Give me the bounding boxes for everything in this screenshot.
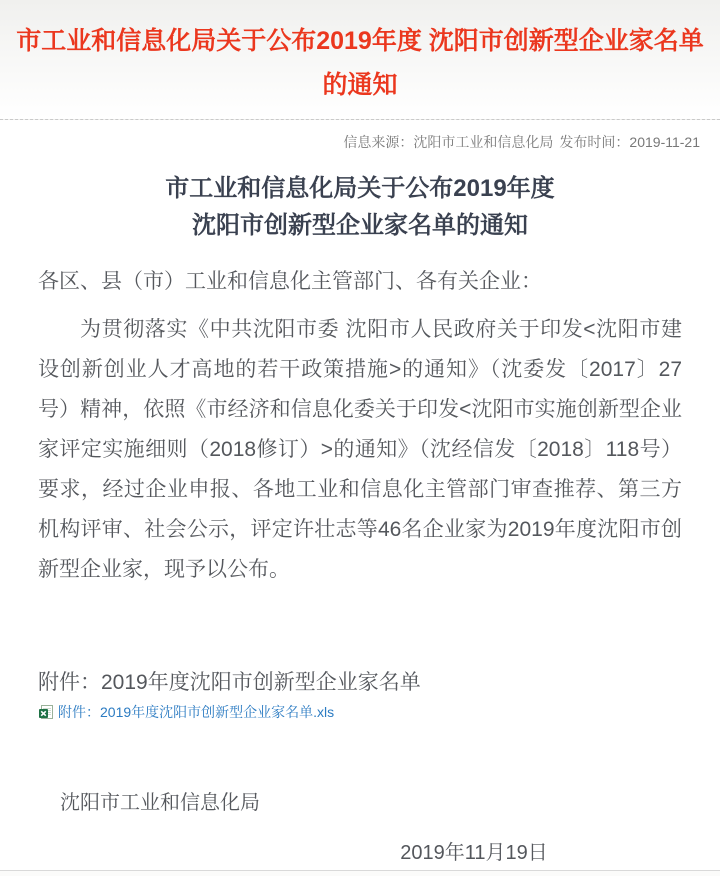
issuing-agency: 沈阳市工业和信息化局 [60,792,260,814]
document-title-line1: 市工业和信息化局关于公布2019年度 [165,175,555,202]
attachment-link[interactable]: 附件：2019年度沈阳市创新型企业家名单.xls [58,704,335,720]
document-title [0,170,720,244]
attachment-link-row [0,703,720,721]
banner-title [16,19,704,107]
attachment-heading: 附件：2019年度沈阳市创新型企业家名单 [38,671,421,694]
document-title-line2: 沈阳市创新型企业家名单的通知 [192,212,528,239]
notice-body [0,262,720,590]
page-banner [0,0,720,120]
publish-time: 发布时间：2019-11-21 [559,134,700,150]
salutation: 各区、县（市）工业和信息化主管部门、各有关企业： [38,270,542,293]
info-source: 信息来源：沈阳市工业和信息化局 [343,134,554,150]
notice-body-paragraph: 为贯彻落实《中共沈阳市委 沈阳市人民政府关于印发<沈阳市建设创新创业人才高地的若干政策措施>的通知》（沈委发〔2017〕27号）精神，依照《市经济和信息化委关于印发<沈阳市实施创新型企业家评定实施细则（2018修订）>的通知》（沈经信发〔2018〕118号）要求，经过企业申报、各地工业和信息化主管部门审查推荐、第三方机构评审、社会公示，评定许壮志等46名企业家为2019年度沈阳市创新型企业家，现予以公布。 [38,318,682,581]
meta-line [0,132,720,152]
issue-date: 2019年11月19日 [400,842,548,864]
excel-file-icon [38,704,54,720]
banner-title-line2: 的通知 [322,70,398,99]
page-bottom-border [0,870,720,876]
banner-title-line1: 市工业和信息化局关于公布2019年度 沈阳市创新型企业家名单 [16,26,704,55]
